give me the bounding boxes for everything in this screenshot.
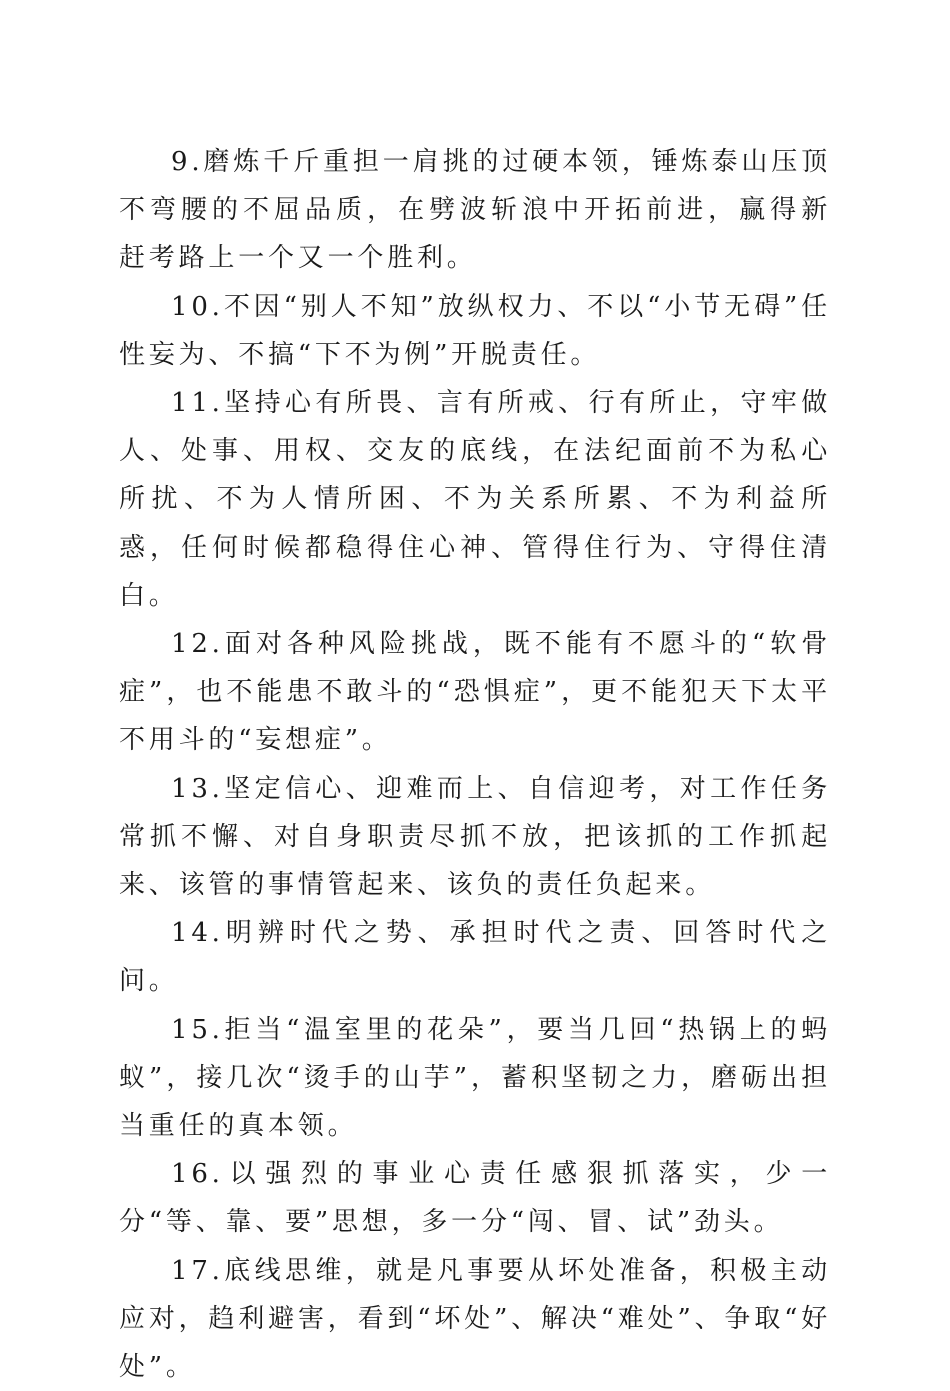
document-body [119,138,831,1391]
paragraph-13: 13.坚定信心、迎难而上、自信迎考，对工作任务常抓不懈、对自身职责尽抓不放，把该抓的工作抓起来、该管的事情管起来、该负的责任负起来。 [119,773,831,901]
paragraph-12: 12.面对各种风险挑战，既不能有不愿斗的“软骨症”，也不能患不敢斗的“恐惧症”，更不能犯天下太平不用斗的“妄想症”。 [119,629,831,756]
paragraph-11: 11.坚持心有所畏、言有所戒、行有所止，守牢做人、处事、用权、交友的底线，在法纪面前不为私心所扰、不为人情所困、不为关系所累、不为利益所惑，任何时候都稳得住心神、管得住行为、守得住清白。 [119,388,831,611]
paragraph-9: 9.磨炼千斤重担一肩挑的过硬本领，锤炼泰山压顶不弯腰的不屈品质，在劈波斩浪中开拓前进，赢得新赶考路上一个又一个胜利。 [119,147,831,274]
paragraph-15: 15.拒当“温室里的花朵”，要当几回“热锅上的蚂蚁”，接几次“烫手的山芋”，蓄积坚韧之力，磨砺出担当重任的真本领。 [119,1014,831,1142]
paragraph-17: 17.底线思维，就是凡事要从坏处准备，积极主动应对，趋利避害，看到“坏处”、解决“难处”、争取“好处”。 [119,1255,831,1383]
paragraph-16: 16.以强烈的事业心责任感狠抓落实，少一分“等、靠、要”思想，多一分“闯、冒、试”劲头。 [119,1159,831,1238]
paragraph-14: 14.明辨时代之势、承担时代之责、回答时代之问。 [119,918,831,997]
paragraph-10: 10.不因“别人不知”放纵权力、不以“小节无碍”任性妄为、不搞“下不为例”开脱责任。 [119,291,831,370]
